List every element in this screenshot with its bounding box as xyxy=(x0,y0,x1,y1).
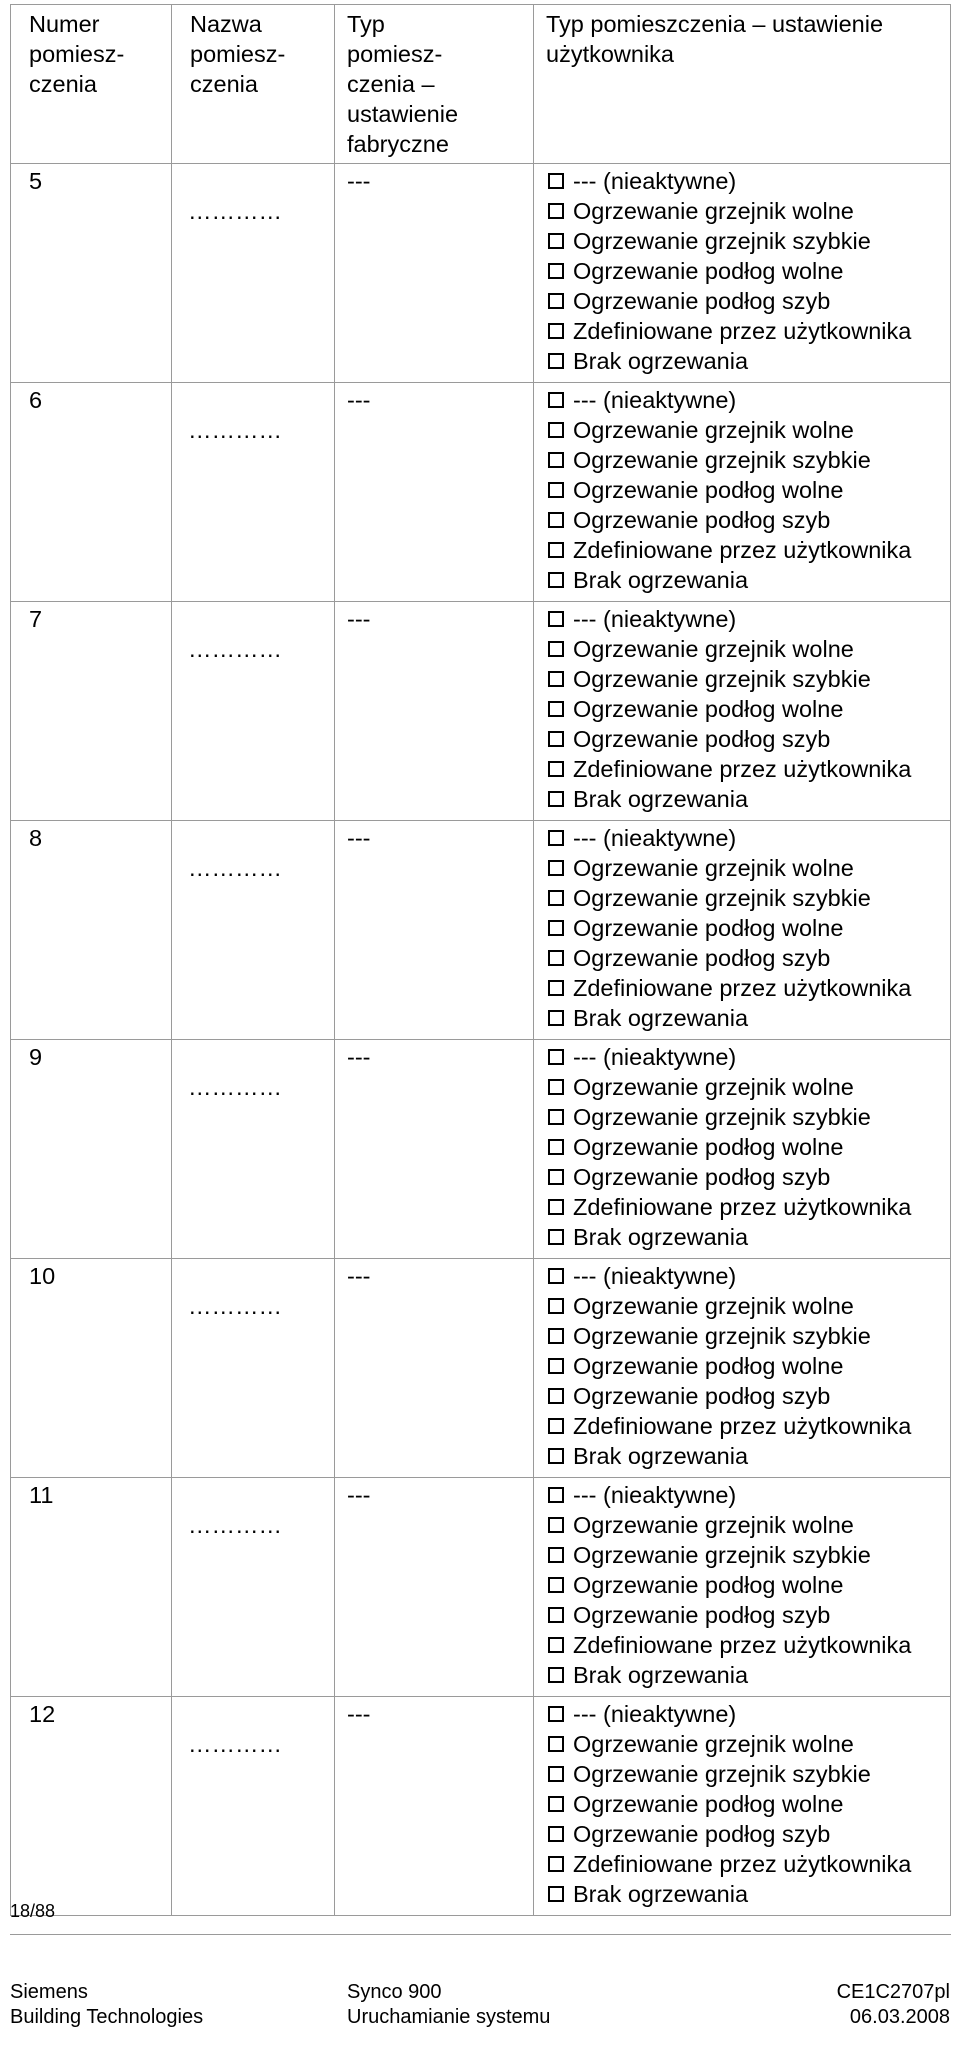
room-name-field[interactable]: ………… xyxy=(188,855,282,881)
room-type-option[interactable] xyxy=(548,883,950,913)
checkbox-icon[interactable] xyxy=(548,1268,564,1284)
checkbox-icon[interactable] xyxy=(548,671,564,687)
user-type-cell xyxy=(534,1259,951,1478)
checkbox-icon[interactable] xyxy=(548,1109,564,1125)
room-type-option[interactable] xyxy=(548,1480,950,1510)
option-label: Ogrzewanie grzejnik wolne xyxy=(573,1731,854,1757)
room-type-option[interactable] xyxy=(548,1729,950,1759)
room-type-option[interactable] xyxy=(548,604,950,634)
room-number-cell xyxy=(11,164,172,383)
factory-type-value: --- xyxy=(347,387,371,413)
checkbox-icon[interactable] xyxy=(548,1049,564,1065)
checkbox-icon[interactable] xyxy=(548,950,564,966)
factory-type-value: --- xyxy=(347,168,371,194)
room-number: 10 xyxy=(29,1263,56,1289)
checkbox-icon[interactable] xyxy=(548,830,564,846)
room-type-option[interactable] xyxy=(548,1042,950,1072)
checkbox-icon[interactable] xyxy=(548,980,564,996)
option-label: Brak ogrzewania xyxy=(573,1662,749,1688)
option-label: Ogrzewanie grzejnik wolne xyxy=(573,198,854,224)
checkbox-icon[interactable] xyxy=(548,1139,564,1155)
room-number-cell xyxy=(11,602,172,821)
room-type-option[interactable] xyxy=(548,1849,950,1879)
option-label: Ogrzewanie podłog wolne xyxy=(573,1134,844,1160)
room-number-cell xyxy=(11,821,172,1040)
header-line: fabryczne xyxy=(347,131,449,157)
checkbox-icon[interactable] xyxy=(548,1010,564,1026)
room-type-option[interactable] xyxy=(548,316,950,346)
checkbox-icon[interactable] xyxy=(548,1487,564,1503)
user-type-cell xyxy=(534,1040,951,1259)
table-row xyxy=(11,602,951,821)
option-label: Ogrzewanie podłog wolne xyxy=(573,258,844,284)
room-type-option[interactable] xyxy=(548,1879,950,1909)
room-type-option[interactable] xyxy=(548,1600,950,1630)
room-type-option[interactable] xyxy=(548,853,950,883)
room-number-cell xyxy=(11,1697,172,1916)
table-row xyxy=(11,1697,951,1916)
table-row xyxy=(11,1259,951,1478)
factory-type-value: --- xyxy=(347,1263,371,1289)
checkbox-icon[interactable] xyxy=(548,1169,564,1185)
room-type-option[interactable] xyxy=(548,166,950,196)
room-type-option[interactable] xyxy=(548,1699,950,1729)
room-type-option[interactable] xyxy=(548,1381,950,1411)
room-name-cell xyxy=(172,1259,335,1478)
room-type-options xyxy=(536,821,950,1033)
option-label: Ogrzewanie podłog szyb xyxy=(573,1383,831,1409)
footer-doc-id: CE1C2707pl xyxy=(836,1981,950,2003)
checkbox-icon[interactable] xyxy=(548,323,564,339)
option-label: Zdefiniowane przez użytkownika xyxy=(573,756,912,782)
option-label: Ogrzewanie podłog szyb xyxy=(573,507,831,533)
room-type-table xyxy=(10,4,951,1916)
option-label: Ogrzewanie grzejnik wolne xyxy=(573,1293,854,1319)
option-label: Ogrzewanie podłog szyb xyxy=(573,726,831,752)
room-name-field[interactable]: ………… xyxy=(188,1293,282,1319)
factory-type-value: --- xyxy=(347,1701,371,1727)
room-type-option[interactable] xyxy=(548,943,950,973)
checkbox-icon[interactable] xyxy=(548,203,564,219)
option-label: Zdefiniowane przez użytkownika xyxy=(573,537,912,563)
room-type-option[interactable] xyxy=(548,1759,950,1789)
checkbox-icon[interactable] xyxy=(548,1199,564,1215)
room-type-option[interactable] xyxy=(548,1441,950,1471)
checkbox-icon[interactable] xyxy=(548,1079,564,1095)
option-label: Ogrzewanie podłog szyb xyxy=(573,1164,831,1190)
checkbox-icon[interactable] xyxy=(548,611,564,627)
header-line: użytkownika xyxy=(546,41,674,67)
header-line: pomiesz- xyxy=(190,41,286,67)
option-label: Brak ogrzewania xyxy=(573,1005,749,1031)
room-type-option[interactable] xyxy=(548,475,950,505)
header-line: Nazwa xyxy=(190,11,262,37)
user-type-cell xyxy=(534,1697,951,1916)
option-label: Ogrzewanie podłog szyb xyxy=(573,288,831,314)
checkbox-icon[interactable] xyxy=(548,1547,564,1563)
user-type-cell xyxy=(534,1478,951,1697)
room-type-option[interactable] xyxy=(548,1660,950,1690)
option-label: Ogrzewanie podłog wolne xyxy=(573,1572,844,1598)
footer-divider xyxy=(10,1934,951,1935)
room-name-cell xyxy=(172,1040,335,1259)
room-type-option[interactable] xyxy=(548,196,950,226)
room-name-field[interactable]: ………… xyxy=(188,1074,282,1100)
factory-type-value: --- xyxy=(347,606,371,632)
room-name-cell xyxy=(172,821,335,1040)
room-type-option[interactable] xyxy=(548,505,950,535)
checkbox-icon[interactable] xyxy=(548,1736,564,1752)
option-label: Ogrzewanie podłog szyb xyxy=(573,945,831,971)
room-type-options xyxy=(536,164,950,376)
room-name-field[interactable]: ………… xyxy=(188,1512,282,1538)
footer-doc-title: Uruchamianie systemu xyxy=(347,2006,551,2028)
option-label: Ogrzewanie podłog wolne xyxy=(573,1353,844,1379)
checkbox-icon[interactable] xyxy=(548,422,564,438)
room-type-option[interactable] xyxy=(548,1003,950,1033)
room-type-option[interactable] xyxy=(548,1510,950,1540)
room-type-option[interactable] xyxy=(548,565,950,595)
page-number: 18/88 xyxy=(10,1901,56,1921)
option-label: Zdefiniowane przez użytkownika xyxy=(573,318,912,344)
room-type-option[interactable] xyxy=(548,535,950,565)
option-label: Zdefiniowane przez użytkownika xyxy=(573,1413,912,1439)
checkbox-icon[interactable] xyxy=(548,1796,564,1812)
checkbox-icon[interactable] xyxy=(548,1607,564,1623)
room-type-option[interactable] xyxy=(548,1789,950,1819)
option-label: Brak ogrzewania xyxy=(573,348,749,374)
checkbox-icon[interactable] xyxy=(548,1766,564,1782)
room-number: 6 xyxy=(29,387,43,413)
room-type-option[interactable] xyxy=(548,1351,950,1381)
checkbox-icon[interactable] xyxy=(548,512,564,528)
user-type-cell xyxy=(534,821,951,1040)
option-label: Ogrzewanie podłog wolne xyxy=(573,1791,844,1817)
footer-product: Synco 900 xyxy=(347,1981,442,2003)
checkbox-icon[interactable] xyxy=(548,1418,564,1434)
checkbox-icon[interactable] xyxy=(548,1229,564,1245)
header-line: Typ pomieszczenia – ustawienie xyxy=(546,11,884,37)
room-type-options xyxy=(536,1478,950,1690)
room-type-option[interactable] xyxy=(548,754,950,784)
room-number: 12 xyxy=(29,1701,56,1727)
table-row xyxy=(11,383,951,602)
factory-type-cell xyxy=(335,164,534,383)
checkbox-icon[interactable] xyxy=(548,1637,564,1653)
footer-division: Building Technologies xyxy=(10,2006,204,2028)
option-label: Zdefiniowane przez użytkownika xyxy=(573,1194,912,1220)
table-row xyxy=(11,1478,951,1697)
table-row xyxy=(11,821,951,1040)
checkbox-icon[interactable] xyxy=(548,860,564,876)
room-name-field[interactable]: ………… xyxy=(188,1731,282,1757)
room-name-cell xyxy=(172,1478,335,1697)
room-number-cell xyxy=(11,1040,172,1259)
user-type-cell xyxy=(534,383,951,602)
option-label: Ogrzewanie grzejnik wolne xyxy=(573,1512,854,1538)
option-label: Brak ogrzewania xyxy=(573,567,749,593)
table-body xyxy=(11,164,951,1916)
room-name-cell xyxy=(172,602,335,821)
room-type-option[interactable] xyxy=(548,784,950,814)
room-number-cell xyxy=(11,383,172,602)
room-name-cell xyxy=(172,164,335,383)
room-number: 9 xyxy=(29,1044,43,1070)
option-label: Ogrzewanie grzejnik szybkie xyxy=(573,447,871,473)
checkbox-icon[interactable] xyxy=(548,1448,564,1464)
room-type-option[interactable] xyxy=(548,1630,950,1660)
option-label: Ogrzewanie grzejnik wolne xyxy=(573,417,854,443)
room-number: 8 xyxy=(29,825,43,851)
checkbox-icon[interactable] xyxy=(548,542,564,558)
header-line: ustawienie xyxy=(347,101,459,127)
table-row xyxy=(11,1040,951,1259)
checkbox-icon[interactable] xyxy=(548,791,564,807)
room-type-option[interactable] xyxy=(548,385,950,415)
checkbox-icon[interactable] xyxy=(548,1856,564,1872)
checkbox-icon[interactable] xyxy=(548,761,564,777)
room-type-option[interactable] xyxy=(548,724,950,754)
option-label: --- (nieaktywne) xyxy=(573,1701,737,1727)
room-type-options xyxy=(536,1697,950,1909)
header-user-type xyxy=(534,5,951,164)
room-number-cell xyxy=(11,1259,172,1478)
option-label: --- (nieaktywne) xyxy=(573,1263,737,1289)
header-room-number xyxy=(11,5,172,164)
option-label: Ogrzewanie grzejnik szybkie xyxy=(573,1323,871,1349)
checkbox-icon[interactable] xyxy=(548,641,564,657)
option-label: Ogrzewanie grzejnik szybkie xyxy=(573,1104,871,1130)
checkbox-icon[interactable] xyxy=(548,701,564,717)
room-type-option[interactable] xyxy=(548,1072,950,1102)
room-type-option[interactable] xyxy=(548,1321,950,1351)
room-type-option[interactable] xyxy=(548,415,950,445)
room-type-option[interactable] xyxy=(548,445,950,475)
option-label: Ogrzewanie grzejnik wolne xyxy=(573,855,854,881)
option-label: --- (nieaktywne) xyxy=(573,387,737,413)
option-label: --- (nieaktywne) xyxy=(573,1482,737,1508)
user-type-cell xyxy=(534,164,951,383)
table-header-row xyxy=(11,5,951,164)
checkbox-icon[interactable] xyxy=(548,731,564,747)
option-label: Brak ogrzewania xyxy=(573,786,749,812)
option-label: Ogrzewanie podłog wolne xyxy=(573,477,844,503)
header-factory-type xyxy=(335,5,534,164)
header-line: pomiesz- xyxy=(347,41,443,67)
option-label: --- (nieaktywne) xyxy=(573,606,737,632)
room-type-option[interactable] xyxy=(548,1192,950,1222)
factory-type-cell xyxy=(335,1697,534,1916)
user-type-cell xyxy=(534,602,951,821)
option-label: --- (nieaktywne) xyxy=(573,825,737,851)
room-type-option[interactable] xyxy=(548,1540,950,1570)
option-label: Ogrzewanie grzejnik szybkie xyxy=(573,666,871,692)
option-label: Zdefiniowane przez użytkownika xyxy=(573,1851,912,1877)
option-label: Brak ogrzewania xyxy=(573,1224,749,1250)
option-label: Zdefiniowane przez użytkownika xyxy=(573,1632,912,1658)
room-type-option[interactable] xyxy=(548,913,950,943)
room-type-option[interactable] xyxy=(548,1261,950,1291)
option-label: Ogrzewanie podłog wolne xyxy=(573,915,844,941)
option-label: Ogrzewanie podłog wolne xyxy=(573,696,844,722)
room-type-option[interactable] xyxy=(548,1102,950,1132)
room-name-field[interactable]: ………… xyxy=(188,417,282,443)
room-type-option[interactable] xyxy=(548,694,950,724)
option-label: Brak ogrzewania xyxy=(573,1881,749,1907)
option-label: Ogrzewanie grzejnik szybkie xyxy=(573,1542,871,1568)
room-type-option[interactable] xyxy=(548,1132,950,1162)
header-line: czenia xyxy=(190,71,258,97)
option-label: Ogrzewanie podłog szyb xyxy=(573,1821,831,1847)
room-type-option[interactable] xyxy=(548,346,950,376)
checkbox-icon[interactable] xyxy=(548,1886,564,1902)
option-label: Ogrzewanie grzejnik szybkie xyxy=(573,1761,871,1787)
room-type-option[interactable] xyxy=(548,1570,950,1600)
checkbox-icon[interactable] xyxy=(548,392,564,408)
room-type-option[interactable] xyxy=(548,1411,950,1441)
room-name-field[interactable]: ………… xyxy=(188,636,282,662)
checkbox-icon[interactable] xyxy=(548,263,564,279)
room-type-options xyxy=(536,1040,950,1252)
room-name-cell xyxy=(172,1697,335,1916)
footer-company: Siemens xyxy=(10,1981,88,2003)
room-number: 7 xyxy=(29,606,43,632)
factory-type-value: --- xyxy=(347,1044,371,1070)
room-type-option[interactable] xyxy=(548,1819,950,1849)
room-type-option[interactable] xyxy=(548,256,950,286)
room-type-option[interactable] xyxy=(548,1162,950,1192)
checkbox-icon[interactable] xyxy=(548,293,564,309)
option-label: Ogrzewanie grzejnik wolne xyxy=(573,1074,854,1100)
checkbox-icon[interactable] xyxy=(548,1517,564,1533)
checkbox-icon[interactable] xyxy=(548,890,564,906)
room-name-cell xyxy=(172,383,335,602)
checkbox-icon[interactable] xyxy=(548,1577,564,1593)
room-number: 5 xyxy=(29,168,43,194)
room-type-options xyxy=(536,383,950,595)
checkbox-icon[interactable] xyxy=(548,452,564,468)
option-label: Ogrzewanie grzejnik szybkie xyxy=(573,228,871,254)
factory-type-cell xyxy=(335,1040,534,1259)
room-type-option[interactable] xyxy=(548,1291,950,1321)
checkbox-icon[interactable] xyxy=(548,1388,564,1404)
factory-type-cell xyxy=(335,602,534,821)
checkbox-icon[interactable] xyxy=(548,572,564,588)
factory-type-value: --- xyxy=(347,825,371,851)
footer-date: 06.03.2008 xyxy=(849,2006,950,2028)
room-number-cell xyxy=(11,1478,172,1697)
option-label: --- (nieaktywne) xyxy=(573,1044,737,1070)
header-line: pomiesz- xyxy=(29,41,125,67)
room-type-option[interactable] xyxy=(548,286,950,316)
checkbox-icon[interactable] xyxy=(548,173,564,189)
checkbox-icon[interactable] xyxy=(548,1298,564,1314)
checkbox-icon[interactable] xyxy=(548,1706,564,1722)
room-type-option[interactable] xyxy=(548,1222,950,1252)
room-type-options xyxy=(536,1259,950,1471)
checkbox-icon[interactable] xyxy=(548,1667,564,1683)
checkbox-icon[interactable] xyxy=(548,1328,564,1344)
option-label: Ogrzewanie grzejnik szybkie xyxy=(573,885,871,911)
option-label: Ogrzewanie grzejnik wolne xyxy=(573,636,854,662)
option-label: Brak ogrzewania xyxy=(573,1443,749,1469)
option-label: Zdefiniowane przez użytkownika xyxy=(573,975,912,1001)
header-line: czenia – xyxy=(347,71,435,97)
room-type-options xyxy=(536,602,950,814)
header-line: Typ xyxy=(347,11,385,37)
factory-type-cell xyxy=(335,1259,534,1478)
room-name-field[interactable]: ………… xyxy=(188,198,282,224)
room-number: 11 xyxy=(29,1482,54,1508)
factory-type-cell xyxy=(335,383,534,602)
factory-type-cell xyxy=(335,821,534,1040)
room-type-option[interactable] xyxy=(548,973,950,1003)
checkbox-icon[interactable] xyxy=(548,353,564,369)
header-line: Numer xyxy=(29,11,100,37)
table-row xyxy=(11,164,951,383)
checkbox-icon[interactable] xyxy=(548,1358,564,1374)
room-type-option[interactable] xyxy=(548,226,950,256)
header-room-name xyxy=(172,5,335,164)
option-label: Ogrzewanie podłog szyb xyxy=(573,1602,831,1628)
factory-type-value: --- xyxy=(347,1482,371,1508)
checkbox-icon[interactable] xyxy=(548,1826,564,1842)
room-type-option[interactable] xyxy=(548,634,950,664)
checkbox-icon[interactable] xyxy=(548,482,564,498)
checkbox-icon[interactable] xyxy=(548,233,564,249)
option-label: --- (nieaktywne) xyxy=(573,168,737,194)
checkbox-icon[interactable] xyxy=(548,920,564,936)
room-type-option[interactable] xyxy=(548,823,950,853)
room-type-option[interactable] xyxy=(548,664,950,694)
factory-type-cell xyxy=(335,1478,534,1697)
header-line: czenia xyxy=(29,71,97,97)
